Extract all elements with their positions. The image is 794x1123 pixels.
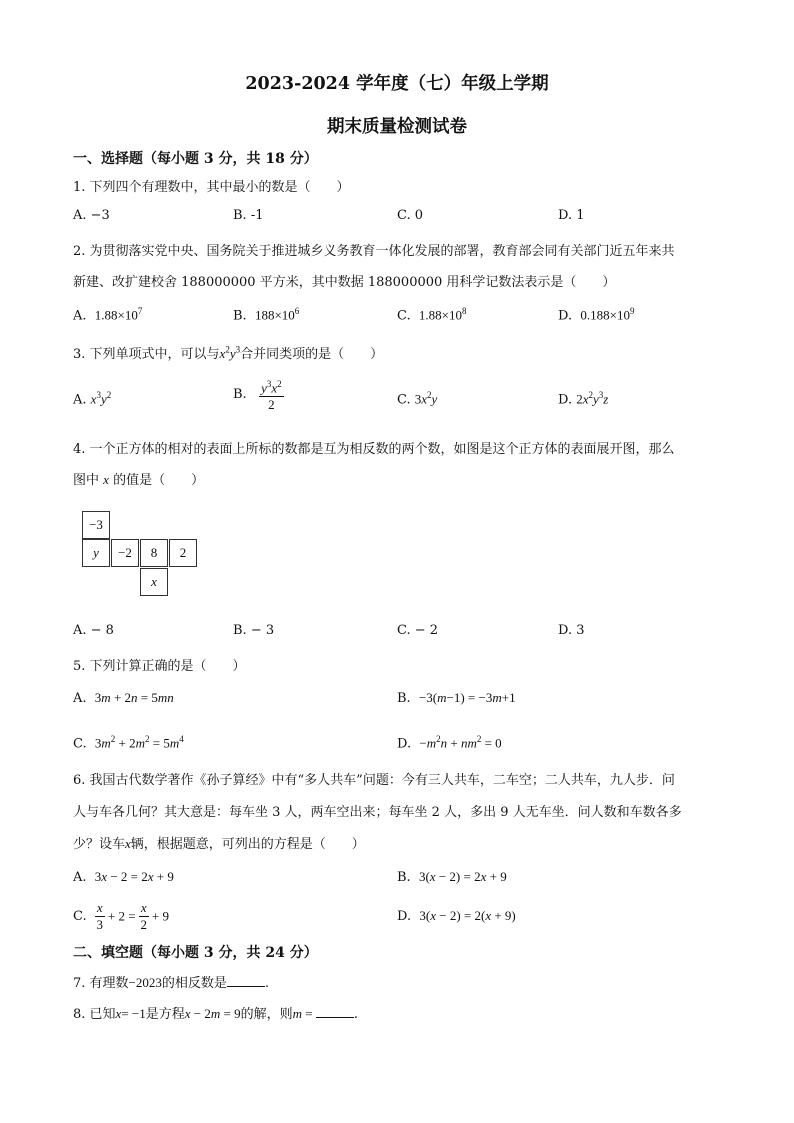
section1-heading: 一、选择题（每小题 3 分，共 18 分）	[73, 151, 318, 167]
section2-heading: 二、填空题（每小题 3 分，共 24 分）	[73, 945, 318, 961]
q1-option-d: D. 1	[558, 208, 585, 223]
net-cell-y: y	[82, 539, 110, 567]
q7: 7. 有理数−2023的相反数是 .	[73, 975, 270, 991]
q4-option-b: B. − 3	[233, 623, 275, 638]
q5-stem: 5. 下列计算正确的是（ ）	[73, 659, 246, 674]
q4-stem-line2: 图中 x 的值是（ ）	[73, 472, 205, 488]
q6-option-b: B. 3(x − 2) = 2x + 9	[397, 869, 507, 885]
q5-option-b: B. −3(m−1) = −3m+1	[397, 690, 516, 706]
q1-stem: 1. 下列四个有理数中，其中最小的数是（ ）	[73, 180, 350, 195]
q4-stem-line1: 4. 一个正方体的相对的表面上所标的数都是互为相反数的两个数，如图是这个正方体的表面展开图，那么	[73, 442, 675, 457]
q5-option-a: A. 3m + 2n = 5mn	[73, 690, 174, 706]
q4-option-c: C. − 2	[397, 623, 439, 638]
q6-option-c: C. $\frac{x}{3}$ + 2 = $\frac{x}{2}$ + 9	[73, 900, 169, 932]
q3-option-c: C. $3x^2y$	[397, 390, 438, 408]
title-line1: 2023-2024 学年度（七）年级上学期	[245, 74, 549, 94]
title-line2: 期末质量检测试卷	[327, 117, 467, 137]
q6-option-a: A. 3x − 2 = 2x + 9	[73, 869, 174, 885]
cube-net-diagram	[82, 511, 202, 597]
q1-option-a: A. −3	[73, 208, 110, 223]
q1-option-b: B. -1	[233, 208, 264, 223]
q8: 8. 已知x= −1是方程x − 2m = 9的解，则m = .	[73, 1006, 359, 1022]
net-cell-3: 8	[140, 539, 168, 567]
q6-stem-line1: 6. 我国古代数学著作《孙子算经》中有“多人共车”问题：今有三人共车，二车空；二人共车，九人步．问	[73, 773, 675, 788]
q5-option-c: C. $3m^2 + 2m^2 = 5m^4$	[73, 734, 184, 752]
q1-option-c: C. 0	[397, 208, 424, 223]
q6-stem-line2: 人与车各几何？其大意是：每车坐 3 人，两车空出来；每车坐 2 人，多出 9 人无车坐．问人数和车数各多	[73, 805, 682, 820]
q3-option-d: D. $2x^2y^3z$	[558, 390, 609, 408]
q3-option-b: B. $\frac{y^3x^2}{2}$	[233, 376, 284, 413]
q4-option-a: A. − 8	[73, 623, 114, 638]
q2-option-b: B. $188\times 10^6$	[233, 306, 300, 324]
q3-b-fraction: $\frac{y^3x^2}{2}$	[259, 376, 284, 413]
q2-stem-line2: 新建、改扩建校舍 188000000 平方米，其中数据 188000000 用科学记数法表示是（ ）	[73, 275, 616, 290]
net-cell-bottom: x	[140, 568, 168, 596]
q3-stem: 3. 下列单项式中，可以与$x^2y^3$合并同类项的是（ ）	[73, 344, 384, 362]
q6-stem-line3: 少？设车x辆，根据题意，可列出的方程是（ ）	[73, 836, 365, 852]
q4-option-d: D. 3	[558, 623, 585, 638]
net-cell-2: −2	[111, 539, 139, 567]
q5-option-d: D. $-m^2n + nm^2 = 0$	[397, 734, 502, 752]
q8-answer-blank[interactable]	[316, 1005, 354, 1018]
q7-answer-blank[interactable]	[227, 974, 265, 987]
q2-stem-line1: 2. 为贯彻落实党中央、国务院关于推进城乡义务教育一体化发展的部署，教育部会同有关部门近五年来共	[73, 244, 675, 259]
q3-option-a: A. $x^3y^2$	[73, 390, 112, 408]
q2-option-a: A. $1.88\times 10^7$	[73, 306, 143, 324]
net-cell-top: −3	[82, 511, 110, 539]
net-cell-4: 2	[169, 539, 197, 567]
q6-option-d: D. 3(x − 2) = 2(x + 9)	[397, 908, 516, 924]
q2-option-c: C. $1.88\times 10^8$	[397, 306, 467, 324]
q2-option-d: D. $0.188\times 10^9$	[558, 306, 635, 324]
